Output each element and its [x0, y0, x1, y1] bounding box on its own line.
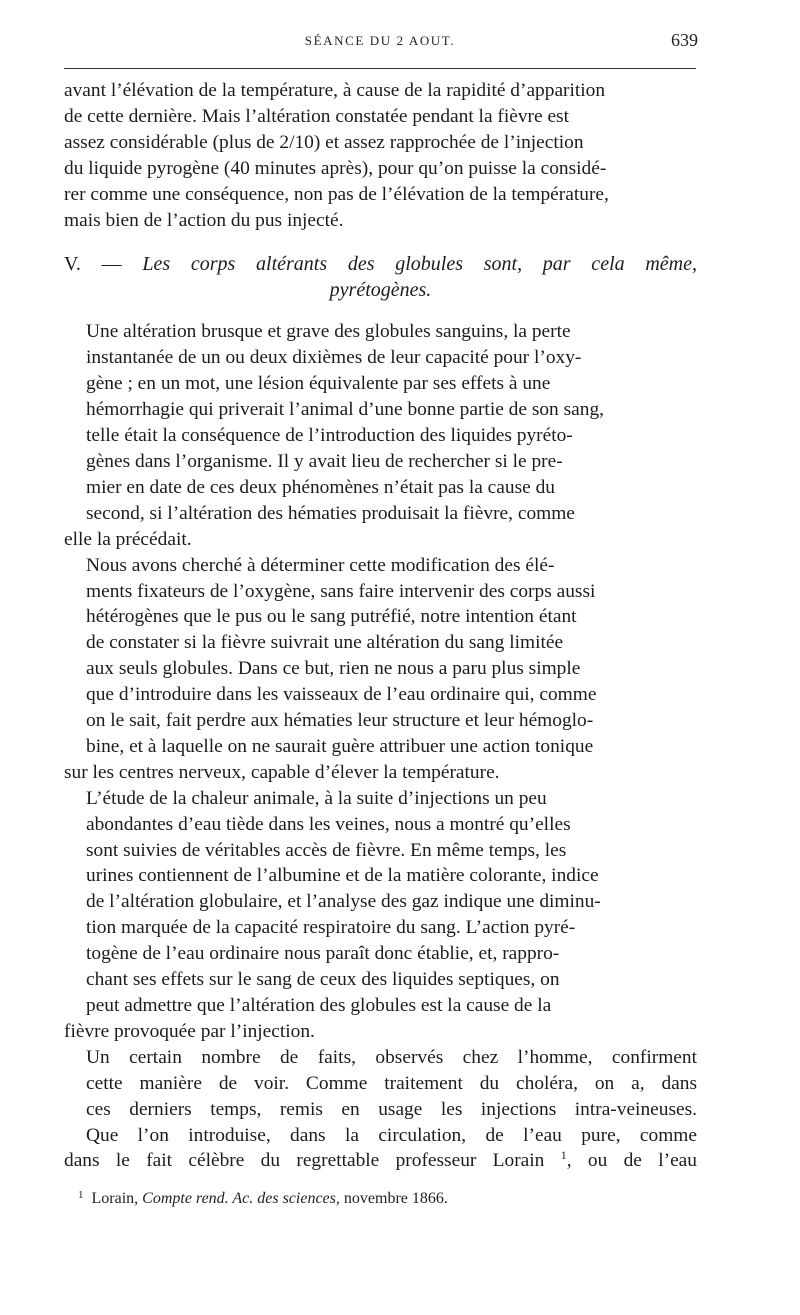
- section-heading: [64, 251, 697, 303]
- footnote-date: novembre 1866.: [343, 1190, 448, 1207]
- text-line: Un certain nombre de faits, observés chez l’homme, confirment: [86, 1046, 697, 1068]
- text-line: peut admettre que l’altération des globules est la cause de la: [86, 995, 552, 1016]
- text-line: du liquide pyrogène (40 minutes après), pour qu’on puisse la considé-: [64, 157, 607, 179]
- text-line: Une altération brusque et grave des globules sanguins, la perte: [86, 321, 571, 343]
- text-line: avant l’élévation de la température, à cause de la rapidité d’apparition: [64, 80, 606, 101]
- paragraph: [64, 553, 697, 786]
- text-line: second, si l’altération des hématies produisait la fièvre, comme: [86, 502, 575, 524]
- text-line: telle était la conséquence de l’introduction des liquides pyréto-: [86, 425, 573, 447]
- section-heading-line: [64, 251, 697, 277]
- text-line: que d’introduire dans les vaisseaux de l’eau ordinaire qui, comme: [86, 684, 597, 706]
- text-line: de cette dernière. Mais l’altération constatée pendant la fièvre est: [64, 105, 569, 127]
- text-line: chant ses effets sur le sang de ceux des liquides septiques, on: [86, 969, 560, 991]
- running-head: SÉANCE DU 2 AOUT.: [304, 33, 456, 48]
- text-line: de l’altération globulaire, et l’analyse des gaz indique une diminu-: [86, 891, 601, 913]
- body-text: [64, 78, 697, 1174]
- page-header: [64, 30, 696, 60]
- text-line: on le sait, fait perdre aux hématies leur structure et leur hémoglo-: [86, 710, 594, 732]
- footnote-marker: 1: [78, 1189, 84, 1201]
- footnote-reference[interactable]: 1: [560, 1148, 567, 1163]
- text-line: fièvre provoquée par l’injection.: [64, 1020, 315, 1042]
- text-line: aux seuls globules. Dans ce but, rien ne nous a paru plus simple: [86, 658, 581, 680]
- section-title-continued: pyrétogènes.: [329, 279, 432, 302]
- text-line: ces derniers temps, remis en usage les injections intra-veineuses.: [86, 1098, 697, 1120]
- text-line: mais bien de l’action du pus injecté.: [64, 209, 344, 231]
- paragraph: [64, 319, 697, 552]
- text-line: gènes dans l’organisme. Il y avait lieu de rechercher si le pre-: [86, 450, 563, 472]
- text-line: hémorrhagie qui priverait l’animal d’une bonne partie de son sang,: [86, 399, 604, 421]
- text-line: togène de l’eau ordinaire nous paraît donc établie, et, rappro-: [86, 943, 560, 965]
- footnote: [64, 1184, 704, 1210]
- text-line: abondantes d’eau tiède dans les veines, nous a montré qu’elles: [86, 813, 571, 835]
- text-line: instantanée de un ou deux dixièmes de leur capacité pour l’oxy-: [86, 347, 582, 369]
- text-line: sont suivies de véritables accès de fièvre. En même temps, les: [86, 839, 567, 861]
- text-line: L’étude de la chaleur animale, à la suite d’injections un peu: [86, 787, 547, 809]
- text-line: hétérogènes que le pus ou le sang putréfié, notre intention étant: [86, 606, 577, 628]
- text-line: elle la précédait.: [64, 528, 192, 550]
- header-rule: [64, 68, 696, 69]
- text-line: sur les centres nerveux, capable d’élever la température.: [64, 761, 500, 783]
- text-fragment: dans le fait célèbre du regrettable professeur Lorain: [64, 1150, 545, 1172]
- text-line: bine, et à laquelle on ne saurait guère attribuer une action tonique: [86, 735, 594, 757]
- text-line: ments fixateurs de l’oxygène, sans faire intervenir des corps aussi: [86, 580, 596, 602]
- text-line: tion marquée de la capacité respiratoire du sang. L’action pyré-: [86, 917, 576, 939]
- text-line: Que l’on introduise, dans la circulation, de l’eau pure, comme: [86, 1124, 697, 1146]
- page-number: 639: [671, 30, 698, 50]
- paragraph: [64, 1045, 697, 1175]
- paragraph-continuation: [64, 78, 697, 233]
- text-line: rer comme une conséquence, non pas de l’élévation de la température,: [64, 183, 609, 205]
- section-number: V. —: [64, 253, 122, 276]
- paragraph: [64, 786, 697, 1045]
- text-line: urines contiennent de l’albumine et de la matière colorante, indice: [86, 865, 599, 887]
- text-line: cette manière de voir. Comme traitement du choléra, on a, dans: [86, 1072, 697, 1094]
- section-title: Les corps altérants des globules sont, par cela même,: [142, 253, 697, 276]
- text-line: [64, 1150, 697, 1171]
- footnote-source: Compte rend. Ac. des sciences,: [142, 1190, 340, 1207]
- text-line: mier en date de ces deux phénomènes n’était pas la cause du: [86, 476, 555, 498]
- text-line: assez considérable (plus de 2/10) et assez rapprochée de l’injection: [64, 131, 584, 153]
- footnote-author: Lorain,: [91, 1190, 139, 1207]
- text-line: Nous avons cherché à déterminer cette modification des élé-: [86, 554, 555, 576]
- text-line: gène ; en un mot, une lésion équivalente par ses effets à une: [86, 373, 551, 395]
- text-fragment: , ou de l’eau: [566, 1150, 697, 1172]
- text-line: de constater si la fièvre suivrait une altération du sang limitée: [86, 632, 564, 654]
